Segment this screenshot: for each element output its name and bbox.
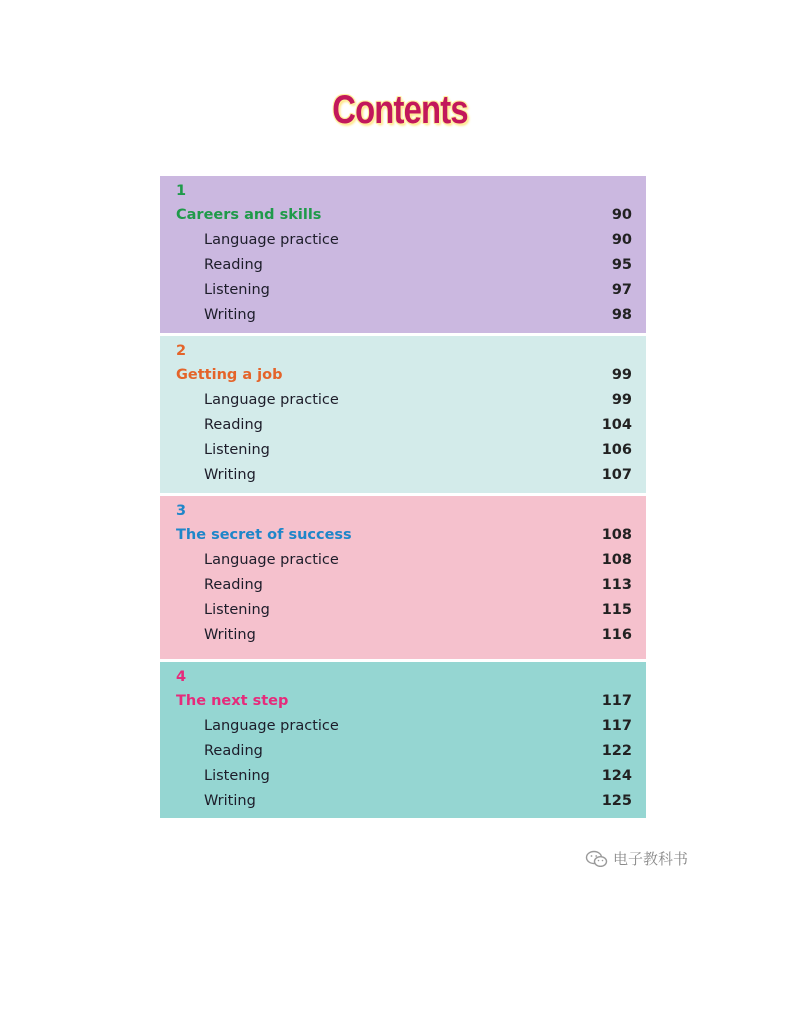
toc-entry[interactable]	[176, 253, 632, 278]
unit-number: 4	[176, 669, 187, 685]
page-number: 113	[601, 576, 632, 593]
page-number: 99	[611, 367, 632, 384]
contents-table	[160, 176, 646, 818]
unit-title: Careers and skills	[176, 207, 322, 224]
entry-label: Writing	[204, 306, 256, 323]
toc-entry[interactable]	[176, 277, 632, 302]
entry-label: Language practice	[204, 392, 339, 409]
page-number: 124	[601, 767, 632, 784]
watermark	[585, 848, 688, 869]
entry-label: Language practice	[204, 552, 339, 569]
unit-number: 1	[176, 183, 187, 199]
entry-label: Listening	[204, 601, 270, 618]
entry-label: Listening	[204, 441, 270, 458]
toc-entry[interactable]	[176, 388, 632, 413]
unit-section-3	[160, 496, 646, 659]
entry-label: Reading	[204, 416, 263, 433]
page-number: 98	[611, 306, 632, 323]
toc-entry[interactable]	[176, 763, 632, 788]
page-number: 116	[601, 626, 632, 643]
entry-label: Writing	[204, 466, 256, 483]
entry-label: Writing	[204, 626, 256, 643]
entry-label: Reading	[204, 256, 263, 273]
page-number: 99	[611, 392, 632, 409]
toc-entry[interactable]	[176, 739, 632, 764]
toc-entry[interactable]	[176, 622, 632, 647]
unit-number: 3	[176, 503, 187, 519]
toc-entry[interactable]	[176, 413, 632, 438]
unit-title-row[interactable]	[176, 523, 632, 548]
page-number: 90	[611, 207, 632, 224]
unit-title: The secret of success	[176, 527, 352, 544]
page-number: 117	[601, 693, 632, 710]
page-number: 125	[601, 792, 632, 809]
unit-number: 2	[176, 343, 187, 359]
toc-entry[interactable]	[176, 548, 632, 573]
page-number: 97	[611, 281, 632, 298]
page-number: 108	[601, 527, 632, 544]
toc-entry[interactable]	[176, 714, 632, 739]
unit-title-row[interactable]	[176, 689, 632, 714]
page-number: 104	[601, 416, 632, 433]
page-number: 106	[601, 441, 632, 458]
unit-title: Getting a job	[176, 367, 283, 384]
page-number: 107	[601, 466, 632, 483]
unit-title: The next step	[176, 693, 289, 710]
page-number: 122	[601, 742, 632, 759]
watermark-text: 电子教科书	[613, 850, 689, 868]
entry-label: Writing	[204, 792, 256, 809]
page-number: 115	[601, 601, 632, 618]
toc-entry[interactable]	[176, 302, 632, 327]
toc-entry[interactable]	[176, 228, 632, 253]
unit-title-row[interactable]	[176, 363, 632, 388]
page-number: 117	[601, 718, 632, 735]
entry-label: Reading	[204, 742, 263, 759]
wechat-icon	[585, 850, 609, 868]
entry-label: Language practice	[204, 232, 339, 249]
unit-section-4	[160, 662, 646, 818]
page-number: 90	[611, 232, 632, 249]
entry-label: Language practice	[204, 718, 339, 735]
unit-section-1	[160, 176, 646, 333]
toc-entry[interactable]	[176, 462, 632, 487]
toc-entry[interactable]	[176, 788, 632, 813]
entry-label: Listening	[204, 281, 270, 298]
entry-label: Listening	[204, 767, 270, 784]
page-number: 108	[601, 552, 632, 569]
toc-entry[interactable]	[176, 597, 632, 622]
toc-entry[interactable]	[176, 437, 632, 462]
unit-section-2	[160, 336, 646, 493]
page-title: Contents	[332, 88, 468, 132]
unit-title-row[interactable]	[176, 203, 632, 228]
page-number: 95	[611, 256, 632, 273]
entry-label: Reading	[204, 576, 263, 593]
toc-entry[interactable]	[176, 573, 632, 598]
